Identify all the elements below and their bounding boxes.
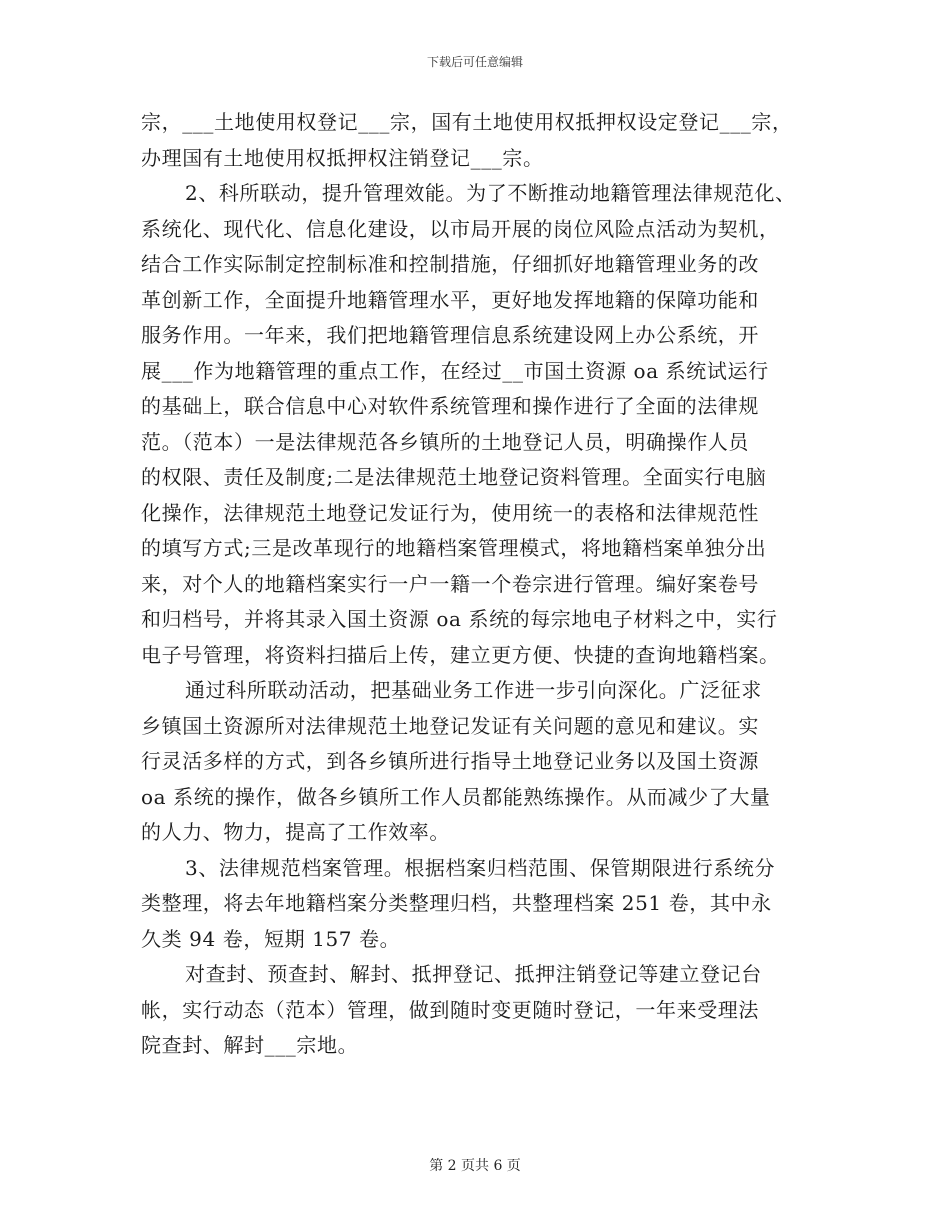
page-header: 下载后可任意编辑 [426, 55, 523, 69]
text-line: 和归档号，并将其录入国土资源 oa 系统的每宗地电子材料之中，实行 [141, 607, 778, 631]
text-line: 宗，___土地使用权登记___宗，国有土地使用权抵押权设定登记___宗， [141, 110, 793, 134]
text-line: 结合工作实际制定控制标准和控制措施，仔细抓好地籍管理业务的改 [141, 252, 759, 276]
page-number: 第 2 页共 6 页 [429, 1158, 521, 1174]
text-line: 的基础上，联合信息中心对软件系统管理和操作进行了全面的法律规 [141, 394, 759, 418]
text-line: 服务作用。一年来，我们把地籍管理信息系统建设网上办公系统，开 [141, 323, 759, 347]
text-line: 的人力、物力，提高了工作效率。 [141, 820, 450, 844]
text-line: 电子号管理，将资料扫描后上传，建立更方便、快捷的查询地籍档案。 [141, 642, 780, 667]
text-line: 系统化、现代化、信息化建设，以市局开展的岗位风险点活动为契机， [141, 216, 780, 241]
paragraph-4 [141, 851, 841, 958]
document-body [141, 105, 841, 1064]
text-line: 化操作，法律规范土地登记发证行为，使用统一的表格和法律规范性 [141, 500, 759, 525]
text-line: 久类 94 卷，短期 157 卷。 [141, 926, 401, 951]
text-line: 2、科所联动，提升管理效能。为了不断推动地籍管理法律规范化、 [185, 181, 796, 205]
paragraph-2 [141, 176, 841, 673]
text-line: oa 系统的操作，做各乡镇所工作人员都能熟练操作。从而减少了大量 [141, 784, 771, 809]
paragraph-5 [141, 957, 841, 1064]
text-line: 乡镇国土资源所对法律规范土地登记发证有关问题的意见和建议。实 [141, 713, 759, 738]
text-line: 范。（范本）一是法律规范各乡镇所的土地登记人员，明确操作人员 [141, 429, 749, 454]
text-line: 对查封、预查封、解封、抵押登记、抵押注销登记等建立登记台 [185, 962, 762, 986]
text-line: 通过科所联动活动，把基础业务工作进一步引向深化。广泛征求 [185, 678, 762, 702]
text-line: 革创新工作，全面提升地籍管理水平，更好地发挥地籍的保障功能和 [141, 287, 759, 312]
text-line: 展___作为地籍管理的重点工作，在经过__市国土资源 oa 系统试运行 [141, 358, 769, 383]
text-line: 帐，实行动态（范本）管理，做到随时变更随时登记，一年来受理法 [141, 997, 759, 1022]
text-line: 办理国有土地使用权抵押权注销登记___宗。 [141, 145, 544, 170]
paragraph-1 [141, 105, 841, 176]
text-line: 类整理，将去年地籍档案分类整理归档，共整理档案 251 卷，其中永 [141, 891, 772, 915]
text-line: 的权限、责任及制度;二是法律规范土地登记资料管理。全面实行电脑 [141, 465, 767, 489]
text-line: 3、法律规范档案管理。根据档案归档范围、保管期限进行系统分 [185, 855, 776, 880]
text-line: 的填写方式;三是改革现行的地籍档案管理模式，将地籍档案单独分出 [141, 536, 767, 560]
text-line: 来，对个人的地籍档案实行一户一籍一个卷宗进行管理。编好案卷号 [141, 571, 759, 596]
text-line: 院查封、解封___宗地。 [141, 1033, 359, 1057]
text-line: 行灵活多样的方式，到各乡镇所进行指导土地登记业务以及国土资源 [141, 749, 759, 773]
paragraph-3 [141, 673, 841, 851]
